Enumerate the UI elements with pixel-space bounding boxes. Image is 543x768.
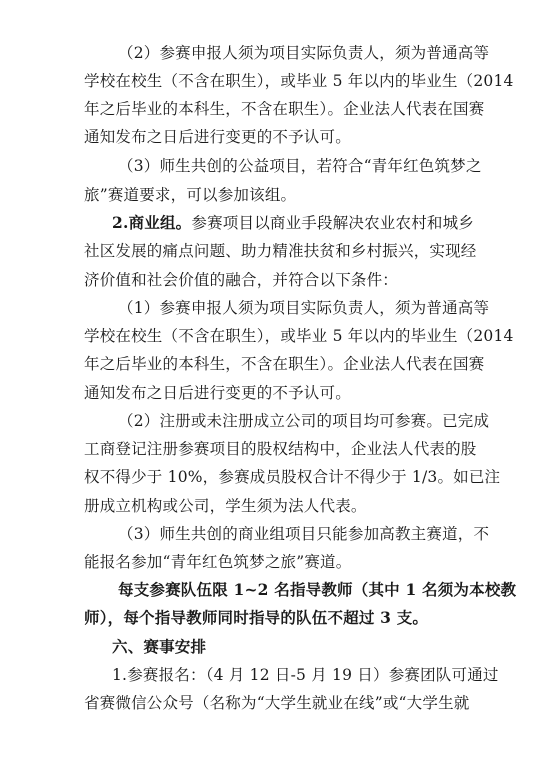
text-line: （2）注册或未注册成立公司的项目均可参赛。已完成 — [118, 412, 490, 430]
text-line: 学校在校生（不含在职生），或毕业 5 年以内的毕业生（2014 — [84, 327, 514, 345]
text-line: 能报名参加“青年红色筑梦之旅”赛道。 — [84, 553, 352, 571]
text-line: 省赛微信公众号（名称为“大学生就业在线”或“大学生就 — [84, 694, 470, 712]
text-line: （3）师生共创的公益项目，若符合“青年红色筑梦之 — [118, 157, 482, 175]
text-line: 济价值和社会价值的融合，并符合以下条件： — [84, 271, 399, 289]
commercial-group-text: 参赛项目以商业手段解决农业农村和城乡 — [191, 214, 474, 232]
text-line: 通知发布之日后进行变更的不予认可。 — [84, 384, 351, 402]
text-line: 旅”赛道要求，可以参加该组。 — [84, 186, 297, 204]
text-line: 权不得少于 10%，参赛成员股权合计不得少于 1/3。如已注 — [84, 468, 501, 486]
text-line: 册成立机构或公司，学生须为法人代表。 — [84, 497, 367, 515]
text-line: 年之后毕业的本科生，不含在职生）。企业法人代表在国赛 — [84, 100, 485, 118]
text-line — [112, 213, 474, 233]
text-line: （1）参赛申报人须为项目实际负责人，须为普通高等 — [118, 299, 490, 317]
text-line: （2）参赛申报人须为项目实际负责人，须为普通高等 — [118, 44, 490, 62]
text-line: （3）师生共创的商业组项目只能参加高教主赛道，不 — [118, 525, 490, 543]
text-line: 师），每个指导教师同时指导的队伍不超过 3 支。 — [84, 608, 429, 627]
text-line: 1.参赛报名：（4 月 12 日-5 月 19 日）参赛团队可通过 — [112, 666, 499, 684]
section-heading-schedule: 六、赛事安排 — [112, 637, 207, 656]
text-line: 工商登记注册参赛项目的股权结构中，企业法人代表的股 — [84, 440, 477, 458]
text-line: 通知发布之日后进行变更的不予认可。 — [84, 128, 351, 146]
text-line: 学校在校生（不含在职生），或毕业 5 年以内的毕业生（2014 — [84, 72, 514, 90]
text-line: 年之后毕业的本科生，不含在职生）。企业法人代表在国赛 — [84, 355, 485, 373]
commercial-group-lead: 2.商业组。 — [112, 213, 192, 232]
text-line: 每支参赛队伍限 1~2 名指导教师（其中 1 名须为本校教 — [118, 580, 517, 599]
text-line: 社区发展的痛点问题、助力精准扶贫和乡村振兴，实现经 — [84, 242, 477, 260]
